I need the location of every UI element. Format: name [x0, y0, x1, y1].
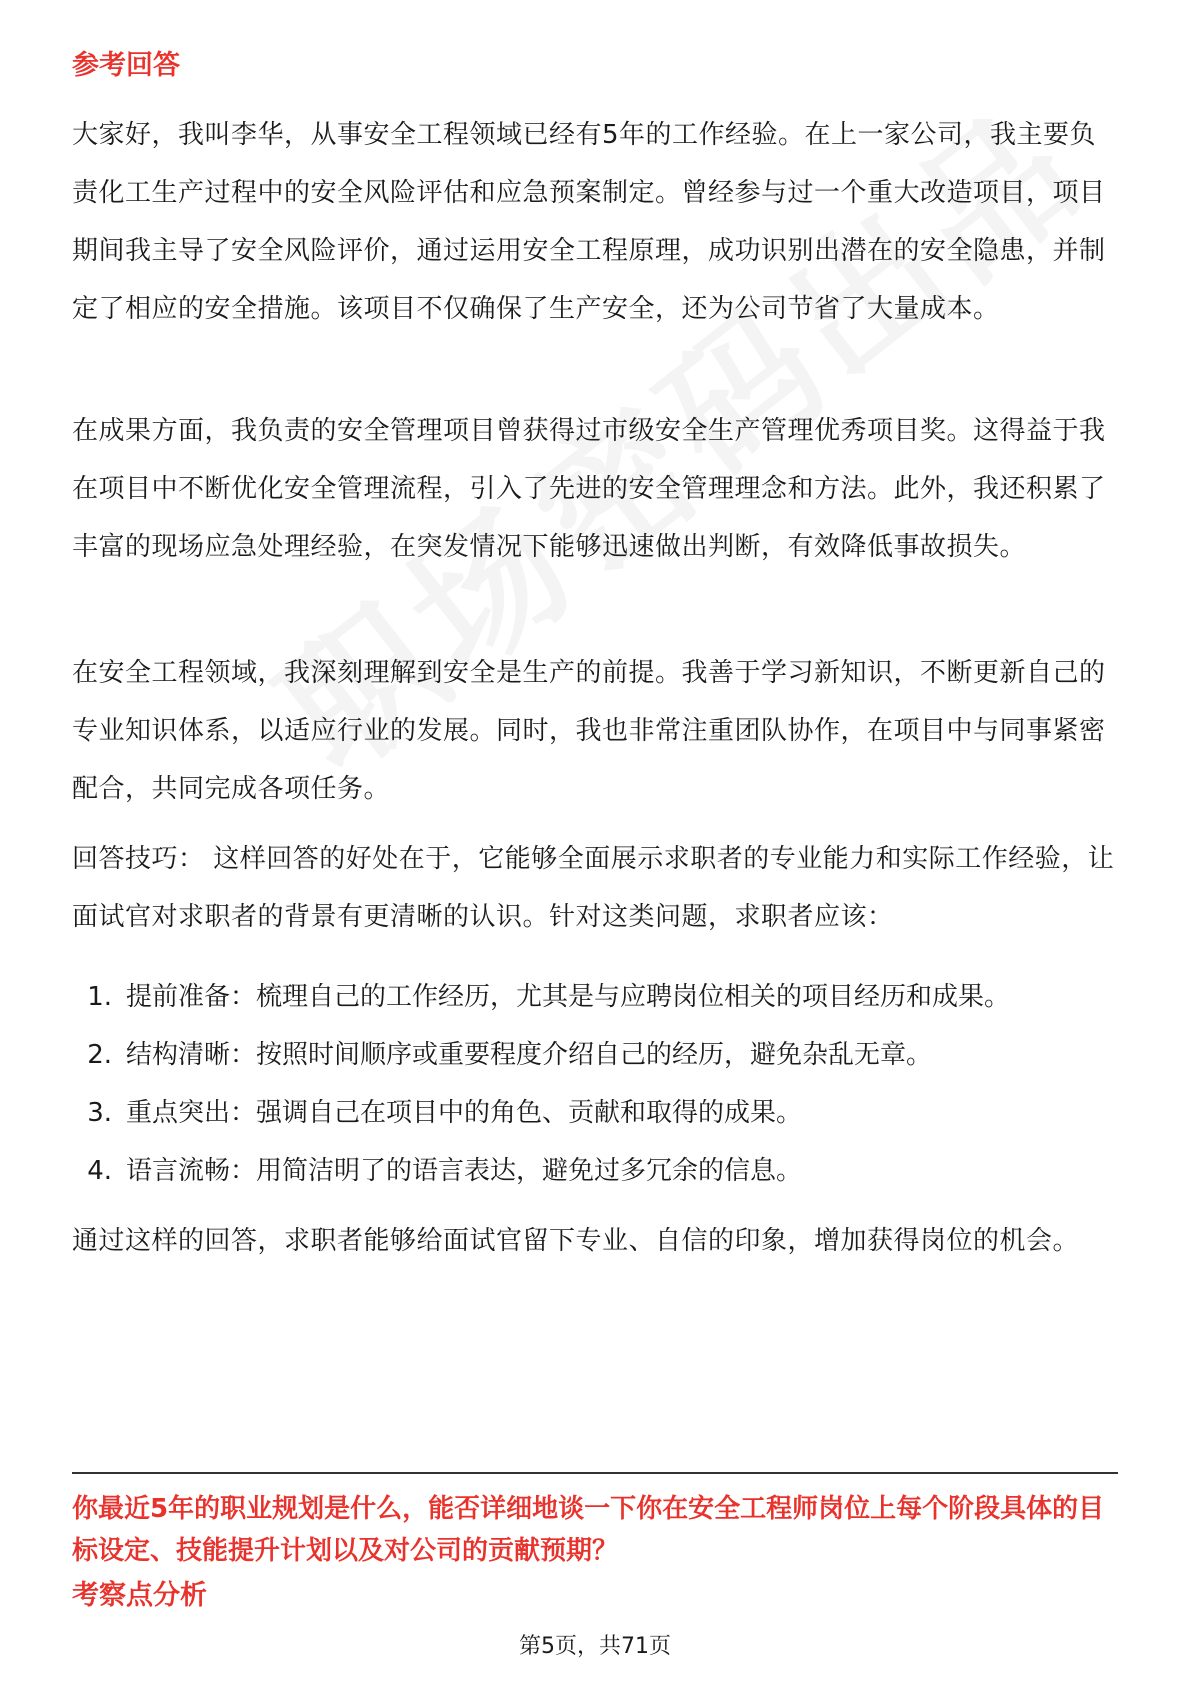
page-footer: 第5页，共71页	[519, 1634, 671, 1659]
list-item-text: 语言流畅：用简洁明了的语言表达，避免过多冗余的信息。	[126, 1156, 803, 1186]
tips-list	[72, 968, 1118, 1200]
paragraph-intro: 大家好，我叫李华，从事安全工程领域已经有5年的工作经验。在上一家公司，我主要负责化工生产过程中的安全风险评估和应急预案制定。曾经参与过一个重大改造项目，项目期间我主导了安全风险评价，通过运用安全工程原理，成功识别出潜在的安全隐患，并制定了相应的安全措施。该项目不仅确保了生产安全，还为公司节省了大量成本。	[72, 120, 1106, 324]
list-item	[72, 968, 1118, 1026]
paragraph-closing: 通过这样的回答，求职者能够给面试官留下专业、自信的印象，增加获得岗位的机会。	[72, 1226, 1080, 1256]
paragraph-tips-intro: 回答技巧： 这样回答的好处在于，它能够全面展示求职者的专业能力和实际工作经验，让面试官对求职者的背景有更清晰的认识。针对这类问题，求职者应该：	[72, 844, 1115, 932]
list-item	[72, 1142, 1118, 1200]
list-item-text: 提前准备：梳理自己的工作经历，尤其是与应聘岗位相关的项目经历和成果。	[126, 982, 1011, 1012]
list-item-number: 3.	[87, 1098, 112, 1128]
list-item-number: 1.	[87, 982, 112, 1012]
list-item	[72, 1026, 1118, 1084]
paragraph-achievements: 在成果方面，我负责的安全管理项目曾获得过市级安全生产管理优秀项目奖。这得益于我在项目中不断优化安全管理流程，引入了先进的安全管理理念和方法。此外，我还积累了丰富的现场应急处理经验，在突发情况下能够迅速做出判断，有效降低事故损失。	[72, 416, 1106, 562]
list-item-number: 4.	[87, 1156, 112, 1186]
list-item-number: 2.	[87, 1040, 112, 1070]
next-question: 你最近5年的职业规划是什么，能否详细地谈一下你在安全工程师岗位上每个阶段具体的目标设定、技能提升计划以及对公司的贡献预期？	[72, 1494, 1105, 1566]
list-item-text: 重点突出：强调自己在项目中的角色、贡献和取得的成果。	[126, 1098, 803, 1128]
list-item	[72, 1084, 1118, 1142]
analysis-heading: 考察点分析	[72, 1580, 207, 1611]
paragraph-understanding: 在安全工程领域，我深刻理解到安全是生产的前提。我善于学习新知识，不断更新自己的专业知识体系，以适应行业的发展。同时，我也非常注重团队协作，在项目中与同事紧密配合，共同完成各项任务。	[72, 658, 1106, 804]
section-divider	[72, 1472, 1118, 1474]
answer-heading: 参考回答	[72, 50, 180, 81]
list-item-text: 结构清晰：按照时间顺序或重要程度介绍自己的经历，避免杂乱无章。	[126, 1040, 933, 1070]
